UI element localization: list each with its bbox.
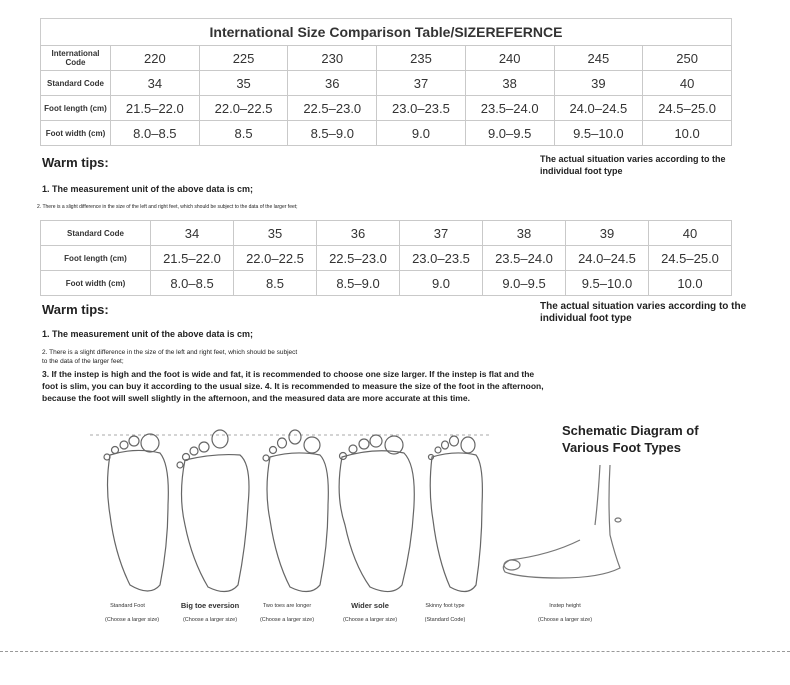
table-cell: 36 (288, 71, 377, 96)
table-cell: 9.5–10.0 (566, 271, 649, 296)
skinny-foot-outline (429, 436, 483, 592)
warm-tip-2-line3a: 3. If the instep is high and the foot is wide and fat, it is recommended to choose one size larger. If the instep is flat and the (42, 369, 535, 379)
table-cell: 39 (566, 221, 649, 246)
foot-type-label: Wider sole (351, 601, 389, 610)
international-size-table (40, 45, 732, 146)
table-row (41, 271, 732, 296)
foot-type-advice: (Standard Code) (424, 617, 466, 623)
instep-foot-outline (490, 460, 640, 590)
table-cell: 22.5–23.0 (317, 246, 400, 271)
diagram-title-line2: Various Foot Types (562, 440, 681, 455)
table-cell: 9.0 (400, 271, 483, 296)
table-cell: 37 (377, 71, 466, 96)
foot-type-advice: (Choose a larger size) (342, 617, 398, 623)
table-cell: 10.0 (649, 271, 732, 296)
row-label: International Code (41, 46, 111, 71)
foot-type-advice: (Choose a larger size) (182, 617, 238, 623)
table-cell: 22.0–22.5 (199, 96, 288, 121)
table-cell: 24.0–24.5 (554, 96, 643, 121)
table-cell: 38 (465, 71, 554, 96)
table-cell: 8.5 (199, 121, 288, 146)
foot-type-label: Two toes are longer (262, 603, 312, 609)
table-cell: 35 (234, 221, 317, 246)
table-cell: 38 (483, 221, 566, 246)
table-cell: 9.5–10.0 (554, 121, 643, 146)
diagram-title-line1: Schematic Diagram of (562, 423, 699, 438)
big-toe-eversion-outline (177, 430, 249, 592)
warm-tip-2-line3c: because the foot will swell slightly in the afternoon, and the measured data are more accurate at this time. (42, 393, 470, 403)
foot-type-label: Standard Foot (110, 603, 145, 609)
table-row (41, 221, 732, 246)
table-cell: 24.5–25.0 (643, 96, 732, 121)
foot-type-label: Big toe eversion (180, 601, 240, 610)
warm-tips-heading-1: Warm tips: (42, 155, 109, 170)
table-cell: 8.5–9.0 (288, 121, 377, 146)
table-cell: 8.0–8.5 (111, 121, 200, 146)
wider-sole-outline (339, 435, 414, 592)
row-label: Foot length (cm) (41, 96, 111, 121)
table-cell: 39 (554, 71, 643, 96)
row-label: Foot length (cm) (41, 246, 151, 271)
table-cell: 9.0 (377, 121, 466, 146)
foot-type-note-2: The actual situation varies according to the individual foot type (540, 301, 747, 324)
table-cell: 37 (400, 221, 483, 246)
table-cell: 34 (151, 221, 234, 246)
table-cell: 22.5–23.0 (288, 96, 377, 121)
table-cell: 34 (111, 71, 200, 96)
row-label: Standard Code (41, 221, 151, 246)
table-cell: 23.0–23.5 (377, 96, 466, 121)
table-cell: 235 (377, 46, 466, 71)
table-cell: 22.0–22.5 (234, 246, 317, 271)
table-cell: 35 (199, 71, 288, 96)
table-cell: 8.5–9.0 (317, 271, 400, 296)
warm-tip-2-line1: 1. The measurement unit of the above data is cm; (42, 329, 254, 339)
table-cell: 240 (465, 46, 554, 71)
table-cell: 21.5–22.0 (151, 246, 234, 271)
foot-type-advice: (Choose a larger size) (259, 617, 315, 623)
table-cell: 10.0 (643, 121, 732, 146)
table-row (41, 96, 732, 121)
foot-type-advice: (Choose a larger size) (105, 617, 160, 623)
table-cell: 23.5–24.0 (483, 246, 566, 271)
warm-tip-2-line2a: 2. There is a slight difference in the size of the left and right feet, which should be subject (42, 349, 298, 356)
table-row (41, 246, 732, 271)
warm-tip-2-line3b: foot is slim, you can buy it according to the usual size. 4. It is recommended to measure the size of the foot in the afternoon, (42, 381, 544, 391)
bottom-divider (0, 651, 790, 652)
table-cell: 220 (111, 46, 200, 71)
table-cell: 9.0–9.5 (483, 271, 566, 296)
row-label: Foot width (cm) (41, 271, 151, 296)
foot-type-note-1: The actual situation varies according to the individual foot type (540, 154, 726, 176)
table-title: International Size Comparison Table/SIZEREFERNCE (40, 18, 732, 45)
foot-type-label: Instep height (549, 603, 581, 609)
warm-tips-heading-2: Warm tips: (42, 302, 109, 317)
table-cell: 40 (643, 71, 732, 96)
table-cell: 8.0–8.5 (151, 271, 234, 296)
standard-foot-outline (104, 434, 168, 591)
warm-tip-1-line1: 1. The measurement unit of the above data is cm; (42, 184, 254, 194)
row-label: Foot width (cm) (41, 121, 111, 146)
table-cell: 230 (288, 46, 377, 71)
table-cell: 40 (649, 221, 732, 246)
two-toes-longer-outline (263, 430, 328, 592)
foot-type-advice: (Choose a larger size) (537, 617, 593, 623)
foot-type-label: Skinny foot type (425, 603, 465, 609)
table-row (41, 46, 732, 71)
table-cell: 9.0–9.5 (465, 121, 554, 146)
table-cell: 250 (643, 46, 732, 71)
standard-size-table (40, 220, 732, 296)
table-cell: 36 (317, 221, 400, 246)
table-row (41, 121, 732, 146)
table-cell: 245 (554, 46, 643, 71)
table-cell: 24.0–24.5 (566, 246, 649, 271)
table-row (41, 71, 732, 96)
table-cell: 23.0–23.5 (400, 246, 483, 271)
foot-outlines (80, 425, 500, 600)
table-cell: 21.5–22.0 (111, 96, 200, 121)
table-cell: 23.5–24.0 (465, 96, 554, 121)
table-cell: 8.5 (234, 271, 317, 296)
warm-tip-2-line2b: to the data of the larger feet; (42, 358, 124, 365)
row-label: Standard Code (41, 71, 111, 96)
table-cell: 225 (199, 46, 288, 71)
table-cell: 24.5–25.0 (649, 246, 732, 271)
warm-tip-1-line2: 2. There is a slight difference in the size of the left and right feet, which should be subject to the data of the larger feet; (37, 204, 298, 210)
